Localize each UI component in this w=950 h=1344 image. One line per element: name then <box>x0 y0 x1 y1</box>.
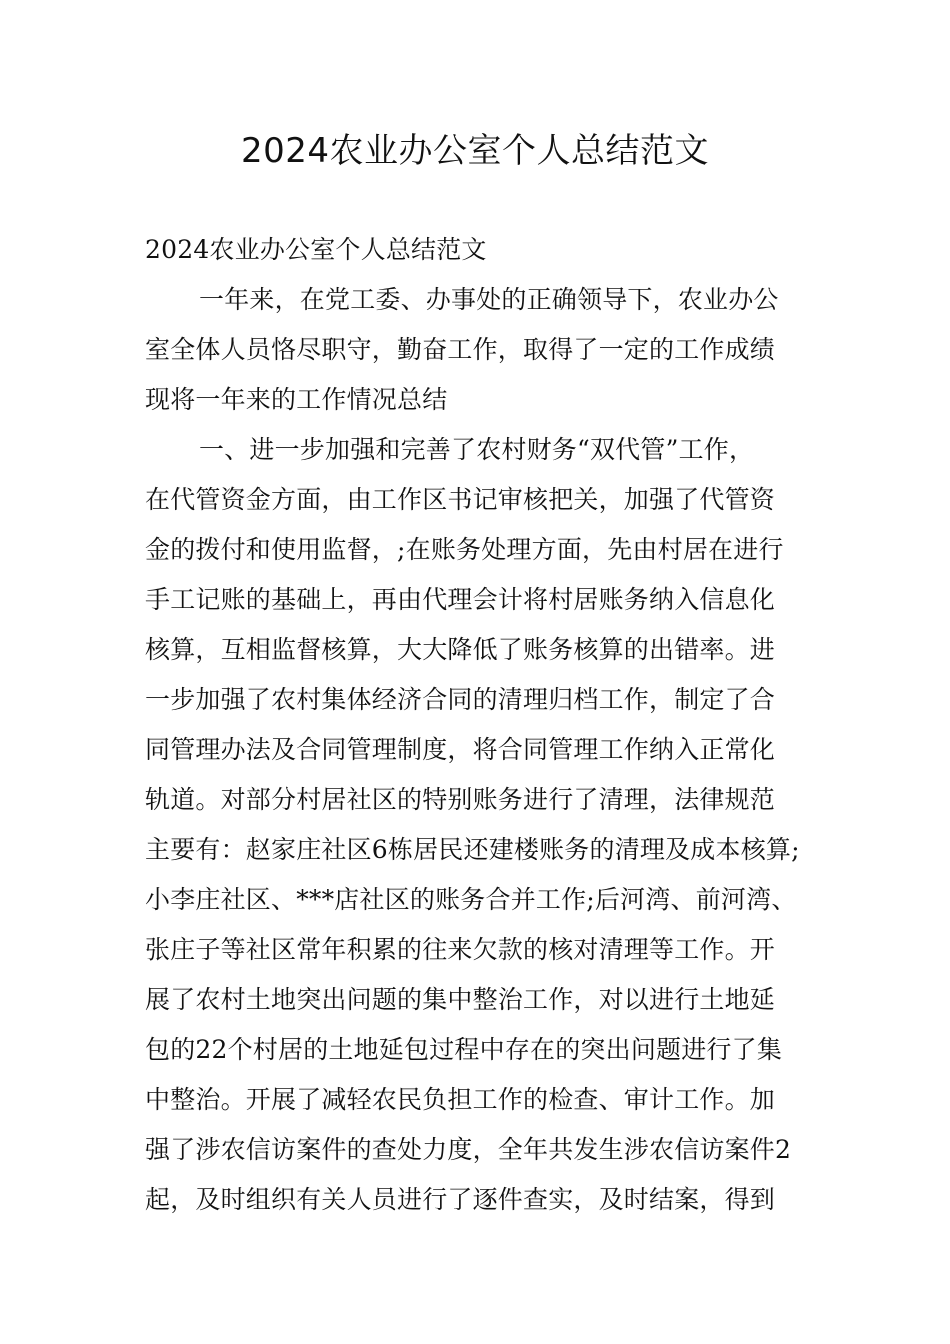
body-line: 核算，互相监督核算，大大降低了账务核算的出错率。进 <box>145 635 776 664</box>
body-line: 强了涉农信访案件的查处力度，全年共发生涉农信访案件2 <box>145 1135 792 1164</box>
body-line: 金的拨付和使用监督，;在账务处理方面，先由村居在进行 <box>145 535 784 564</box>
body-line: 在代管资金方面，由工作区书记审核把关，加强了代管资 <box>145 485 776 514</box>
document-body <box>145 225 815 1225</box>
body-line: 2024农业办公室个人总结范文 <box>145 235 487 264</box>
body-line: 一、进一步加强和完善了农村财务“双代管”工作， <box>199 435 755 464</box>
body-line: 展了农村土地突出问题的集中整治工作，对以进行土地延 <box>145 985 776 1014</box>
body-line: 一年来，在党工委、办事处的正确领导下，农业办公 <box>199 285 779 314</box>
body-line: 一步加强了农村集体经济合同的清理归档工作，制定了合 <box>145 685 776 714</box>
body-line: 现将一年来的工作情况总结 <box>145 385 448 414</box>
body-line: 主要有：赵家庄社区6栋居民还建楼账务的清理及成本核算; <box>145 835 800 864</box>
body-line: 张庄子等社区常年积累的往来欠款的核对清理等工作。开 <box>145 935 776 964</box>
body-line: 同管理办法及合同管理制度，将合同管理工作纳入正常化 <box>145 735 776 764</box>
body-line: 室全体人员恪尽职守，勤奋工作，取得了一定的工作成绩 <box>145 335 776 364</box>
body-line: 轨道。对部分村居社区的特别账务进行了清理，法律规范 <box>145 785 776 814</box>
body-line: 小李庄社区、***店社区的账务合并工作;后河湾、前河湾、 <box>145 885 797 914</box>
body-line: 起，及时组织有关人员进行了逐件查实，及时结案，得到 <box>145 1185 776 1214</box>
body-line: 包的22个村居的土地延包过程中存在的突出问题进行了集 <box>145 1035 783 1064</box>
body-line: 中整治。开展了减轻农民负担工作的检查、审计工作。加 <box>145 1085 776 1114</box>
body-line: 手工记账的基础上，再由代理会计将村居账务纳入信息化 <box>145 585 776 614</box>
document-title: 2024农业办公室个人总结范文 <box>240 131 710 171</box>
